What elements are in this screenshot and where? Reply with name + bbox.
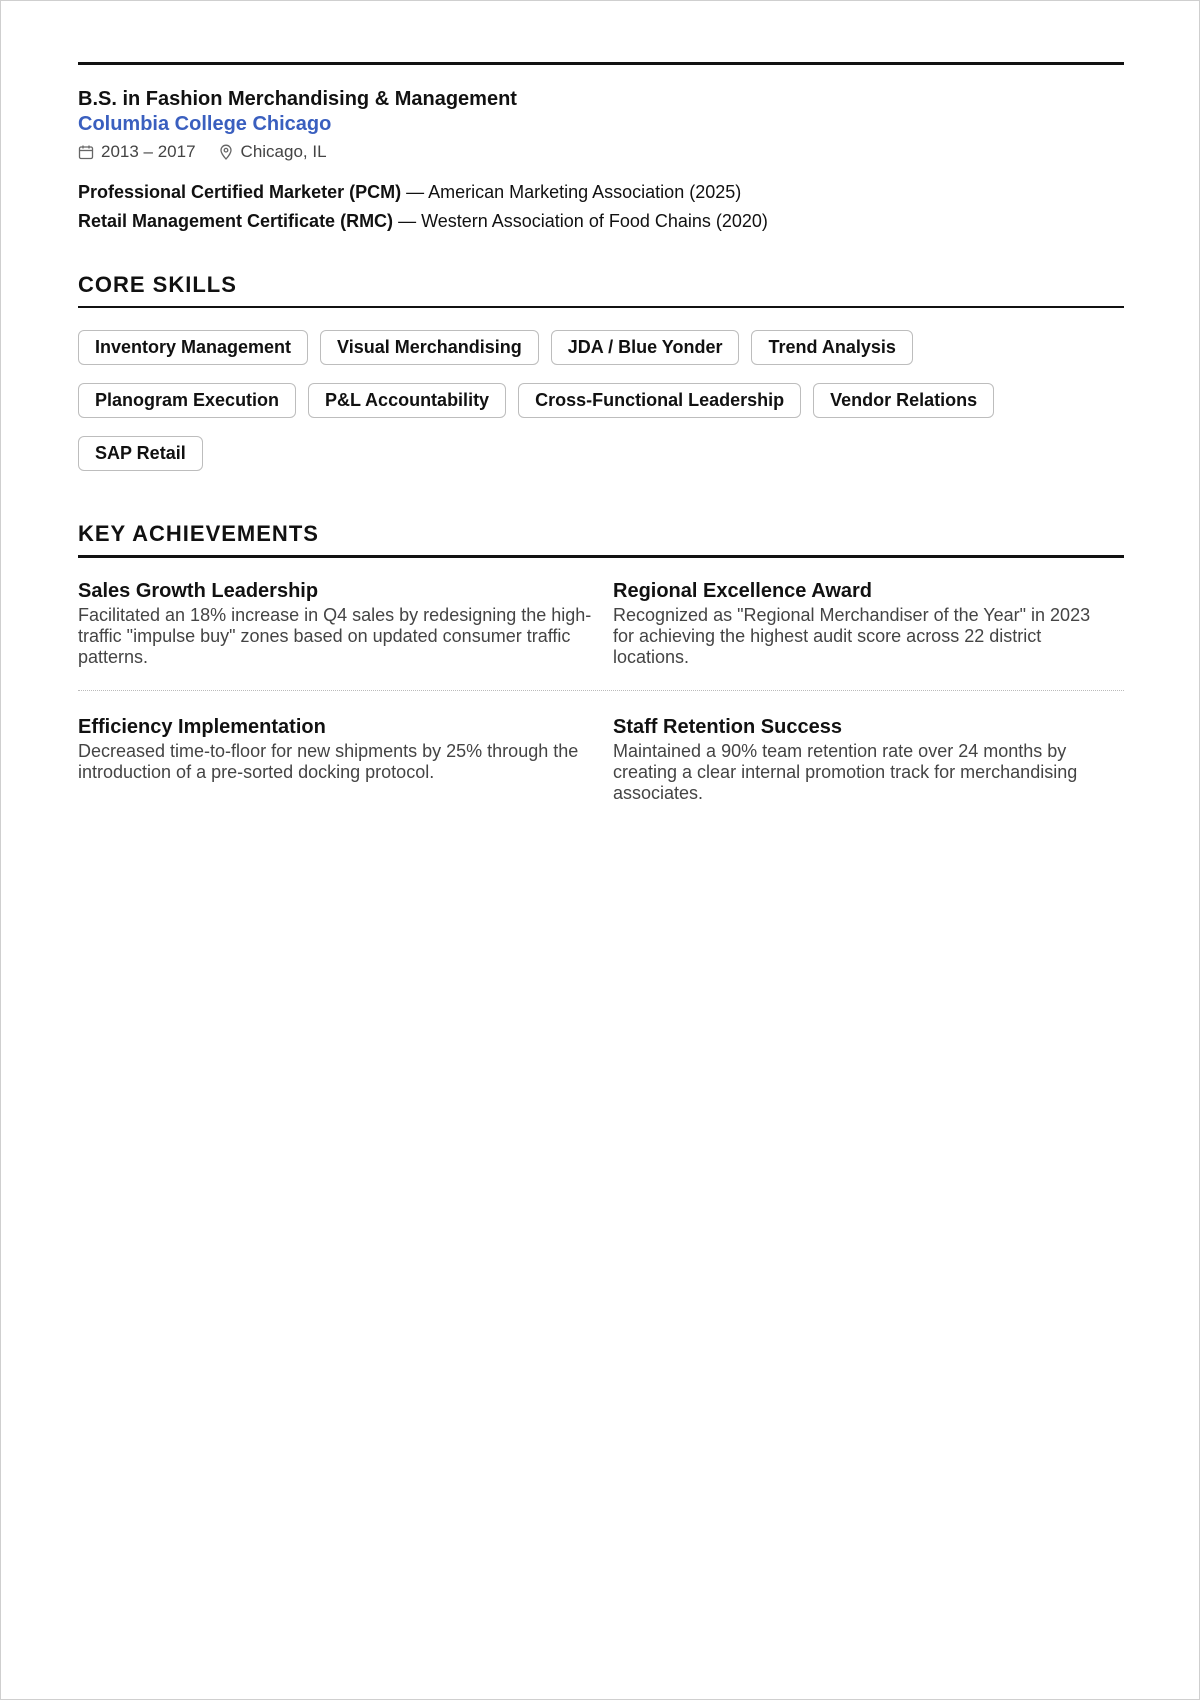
achievement-title: Efficiency Implementation bbox=[78, 716, 326, 738]
achievement-title: Staff Retention Success bbox=[613, 716, 842, 738]
certification-detail: — Western Association of Food Chains (2020) bbox=[393, 211, 768, 231]
achievement-description: Decreased time-to-floor for new shipments by 25% through the introduction of a pre-sorted docking protocol. bbox=[78, 741, 579, 782]
education-meta bbox=[78, 142, 1124, 162]
certification-item bbox=[78, 181, 1124, 203]
key-achievements-heading: KEY ACHIEVEMENTS bbox=[78, 521, 1124, 558]
skill-chip: Inventory Management bbox=[78, 330, 308, 365]
certification-name: Retail Management Certificate (RMC) bbox=[78, 211, 394, 231]
calendar-icon bbox=[78, 144, 94, 160]
achievement-description: Recognized as "Regional Merchandiser of the Year" in 2023 for achieving the highest audit score across 22 district locations. bbox=[613, 605, 1091, 667]
education-entry bbox=[78, 87, 1124, 162]
certification-name: Professional Certified Marketer (PCM) bbox=[78, 182, 402, 202]
education-location bbox=[218, 142, 327, 162]
achievements-grid bbox=[78, 580, 1124, 804]
skill-chip: Visual Merchandising bbox=[320, 330, 539, 365]
achievements-row bbox=[78, 580, 1124, 691]
top-divider bbox=[78, 62, 1124, 65]
achievement-item bbox=[613, 580, 1124, 668]
resume-content bbox=[78, 62, 1124, 804]
skill-chip: Vendor Relations bbox=[813, 383, 994, 418]
certification-item bbox=[78, 210, 1124, 232]
skill-chip: Cross-Functional Leadership bbox=[518, 383, 801, 418]
dates-text: 2013 – 2017 bbox=[101, 142, 196, 161]
degree-title: B.S. in Fashion Merchandising & Management bbox=[78, 88, 517, 110]
certifications-list bbox=[78, 181, 1124, 232]
achievement-description: Maintained a 90% team retention rate over 24 months by creating a clear internal promotion track for merchandising associates. bbox=[613, 741, 1078, 803]
skill-chip: Trend Analysis bbox=[751, 330, 912, 365]
achievement-item bbox=[78, 716, 613, 804]
certification-detail: — American Marketing Association (2025) bbox=[401, 182, 742, 202]
skill-chip: JDA / Blue Yonder bbox=[551, 330, 740, 365]
education-dates bbox=[78, 142, 196, 162]
location-pin-icon bbox=[218, 144, 234, 160]
achievement-title: Sales Growth Leadership bbox=[78, 580, 319, 602]
achievements-row bbox=[78, 691, 1124, 804]
skill-chip: SAP Retail bbox=[78, 436, 203, 471]
skill-chip: Planogram Execution bbox=[78, 383, 296, 418]
school-name: Columbia College Chicago bbox=[78, 113, 332, 135]
skill-chip: P&L Accountability bbox=[308, 383, 506, 418]
skills-chip-list bbox=[78, 330, 1078, 489]
achievement-title: Regional Excellence Award bbox=[613, 580, 872, 602]
achievement-item bbox=[78, 580, 613, 668]
core-skills-heading: CORE SKILLS bbox=[78, 272, 1124, 308]
achievement-description: Facilitated an 18% increase in Q4 sales by redesigning the high-traffic "impulse buy" zones based on updated consumer traffic patterns. bbox=[78, 605, 592, 667]
location-text: Chicago, IL bbox=[240, 142, 327, 161]
achievement-item bbox=[613, 716, 1124, 804]
